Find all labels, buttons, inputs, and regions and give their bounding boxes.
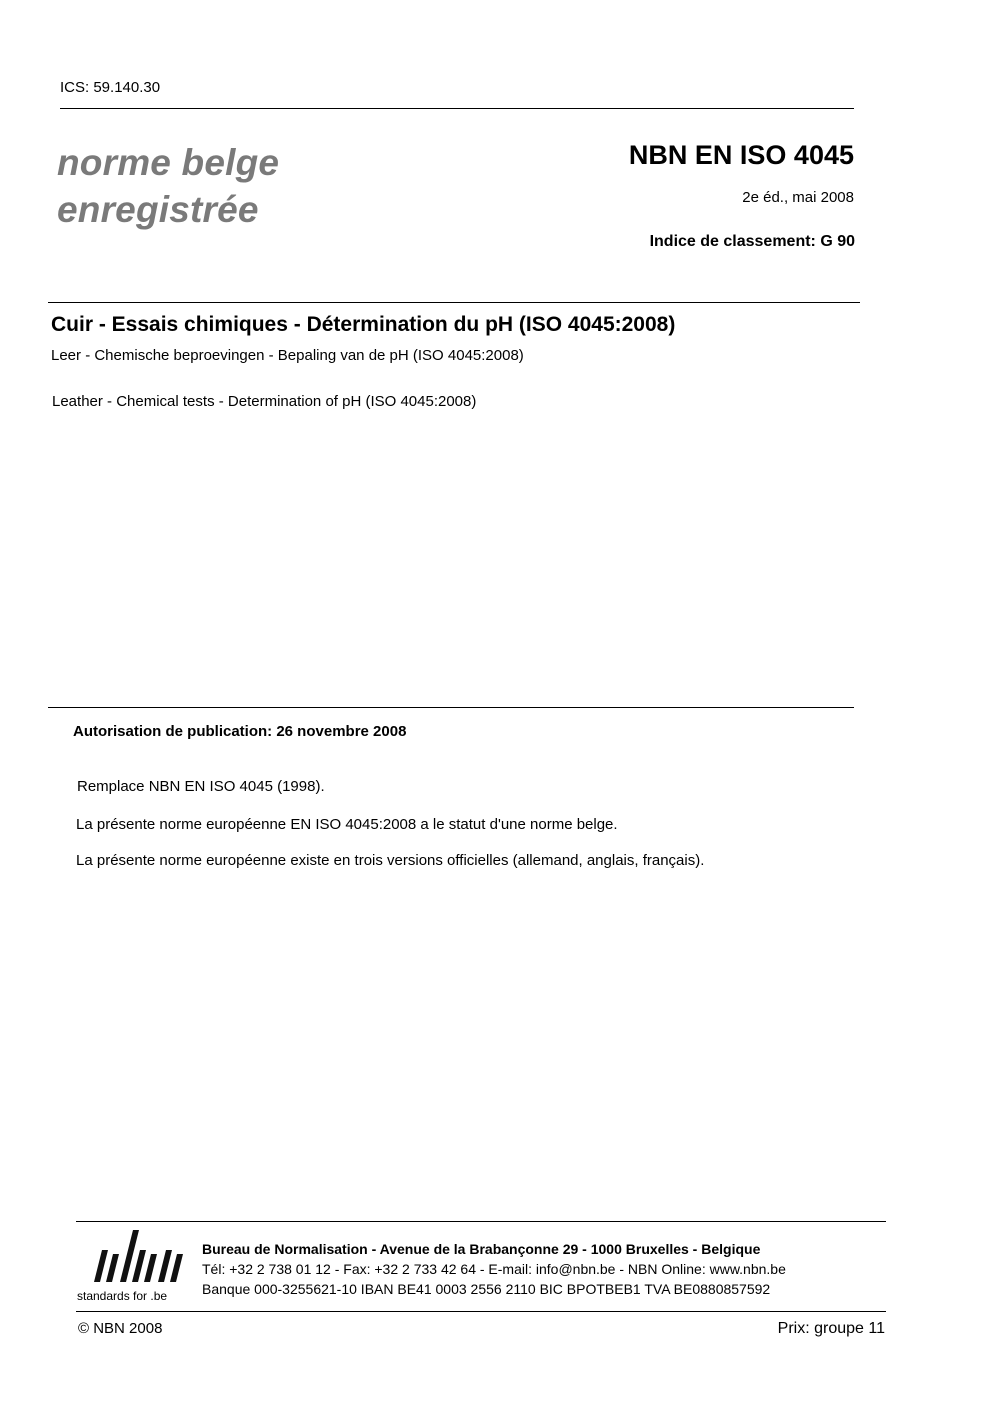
footer-rule-bottom (76, 1311, 886, 1312)
footer-bank-details: Banque 000-3255621-10 IBAN BE41 0003 2556 2110 BIC BPOTBEB1 TVA BE0880857592 (202, 1281, 771, 1297)
logo-tagline: standards for .be (77, 1289, 168, 1303)
copyright: © NBN 2008 (78, 1320, 163, 1337)
standard-number: NBN EN ISO 4045 (628, 140, 854, 170)
footer-contact: Tél: +32 2 738 01 12 - Fax: +32 2 733 42 64 - E-mail: info@nbn.be - NBN Online: www.nbn.be (202, 1261, 786, 1277)
note-status: La présente norme européenne EN ISO 4045:2008 a le statut d'une norme belge. (76, 816, 618, 833)
header-rule-top (60, 108, 854, 109)
title-french: Cuir - Essais chimiques - Détermination du pH (ISO 4045:2008) (51, 313, 676, 336)
title-english: Leather - Chemical tests - Determination of pH (ISO 4045:2008) (52, 393, 477, 410)
footer-organization: Bureau de Normalisation - Avenue de la Brabançonne 29 - 1000 Bruxelles - Belgique (202, 1241, 761, 1257)
note-replaces: Remplace NBN EN ISO 4045 (1998). (77, 778, 325, 795)
publication-rule (48, 707, 854, 708)
title-rule (48, 302, 860, 303)
brand-title-line1: norme belge (57, 142, 280, 183)
edition-date: 2e éd., mai 2008 (742, 189, 854, 206)
ics-code: ICS: 59.140.30 (60, 79, 161, 96)
title-dutch: Leer - Chemische beproevingen - Bepaling van de pH (ISO 4045:2008) (51, 347, 524, 364)
footer-rule-top (76, 1221, 886, 1222)
note-versions: La présente norme européenne existe en trois versions officielles (allemand, anglais, français). (76, 852, 705, 869)
publication-authorization: Autorisation de publication: 26 novembre 2008 (73, 723, 407, 740)
price-group: Prix: groupe 11 (777, 1320, 885, 1337)
brand-title-line2: enregistrée (57, 189, 259, 230)
classification-index: Indice de classement: G 90 (649, 233, 855, 250)
